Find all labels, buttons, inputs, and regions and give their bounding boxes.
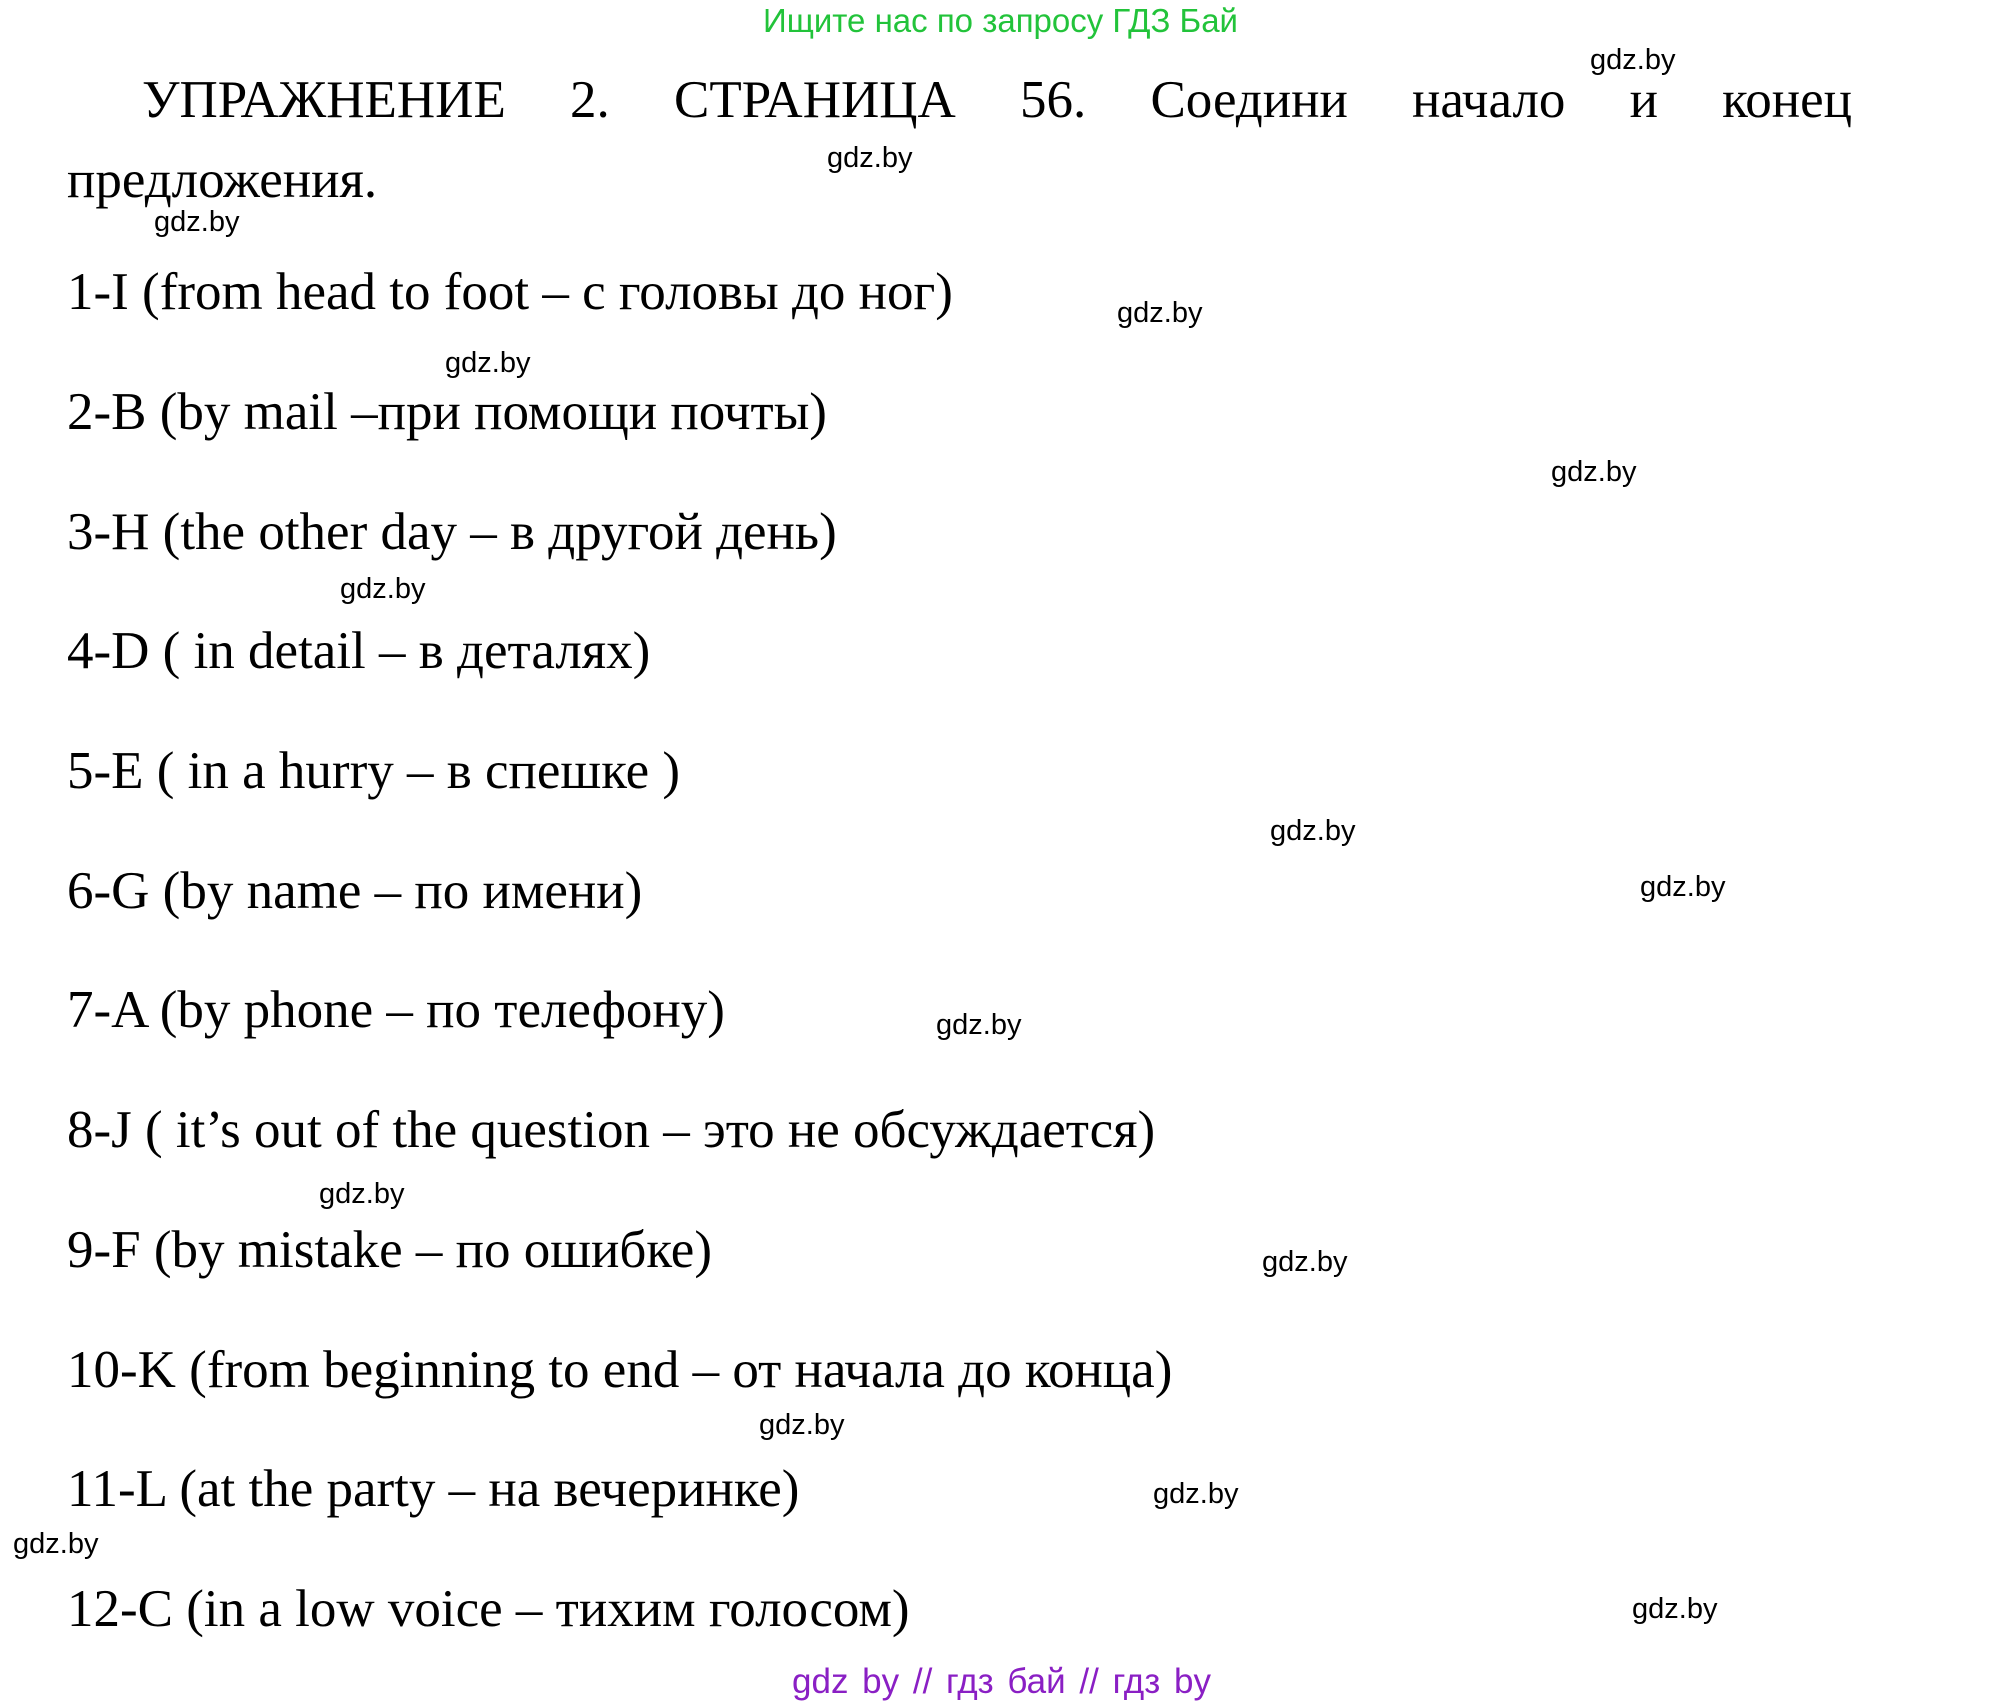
answer-line: 12-C (in a low voice – тихим голосом) <box>67 1580 910 1638</box>
watermark: gdz.by <box>1640 871 1726 903</box>
watermark: gdz.by <box>319 1178 405 1210</box>
answer-line: 7-A (by phone – по телефону) <box>67 981 725 1039</box>
answer-line: 11-L (at the party – на вечеринке) <box>67 1460 800 1518</box>
answer-line: 4-D ( in detail – в деталях) <box>67 622 651 680</box>
exercise-heading: УПРАЖНЕНИЕ 2. СТРАНИЦА 56. Соедини начало и конец предложения. <box>67 71 1852 209</box>
watermark: gdz.by <box>13 1528 99 1560</box>
watermark: gdz.by <box>1262 1246 1348 1278</box>
watermark: gdz.by <box>1270 815 1356 847</box>
answer-line: 2-B (by mail –при помощи почты) <box>67 383 827 441</box>
answer-line: 9-F (by mistake – по ошибке) <box>67 1221 712 1279</box>
watermark: gdz.by <box>1153 1478 1239 1510</box>
watermark: gdz.by <box>759 1409 845 1441</box>
watermark: gdz.by <box>827 142 913 174</box>
top-banner <box>0 2 2003 40</box>
watermark: gdz.by <box>1632 1593 1718 1625</box>
watermark: gdz.by <box>1551 456 1637 488</box>
answer-line: 1-I (from head to foot – с головы до ног) <box>67 263 953 321</box>
banner-text: Ищите нас по запросу ГДЗ Бай <box>763 2 1238 39</box>
watermark: gdz.by <box>340 573 426 605</box>
watermark: gdz.by <box>154 206 240 238</box>
watermark: gdz.by <box>936 1009 1022 1041</box>
answer-line: 6-G (by name – по имени) <box>67 862 643 920</box>
answer-line: 5-E ( in a hurry – в спешке ) <box>67 742 681 800</box>
watermark: gdz.by <box>445 347 531 379</box>
answer-line: 3-H (the other day – в другой день) <box>67 503 837 561</box>
footer-watermark: gdz by // гдз бай // гдз by <box>792 1662 1211 1701</box>
watermark: gdz.by <box>1590 44 1676 76</box>
answer-line: 8-J ( it’s out of the question – это не обсуждается) <box>67 1101 1156 1159</box>
answer-line: 10-K (from beginning to end – от начала до конца) <box>67 1341 1173 1399</box>
watermark: gdz.by <box>1117 297 1203 329</box>
